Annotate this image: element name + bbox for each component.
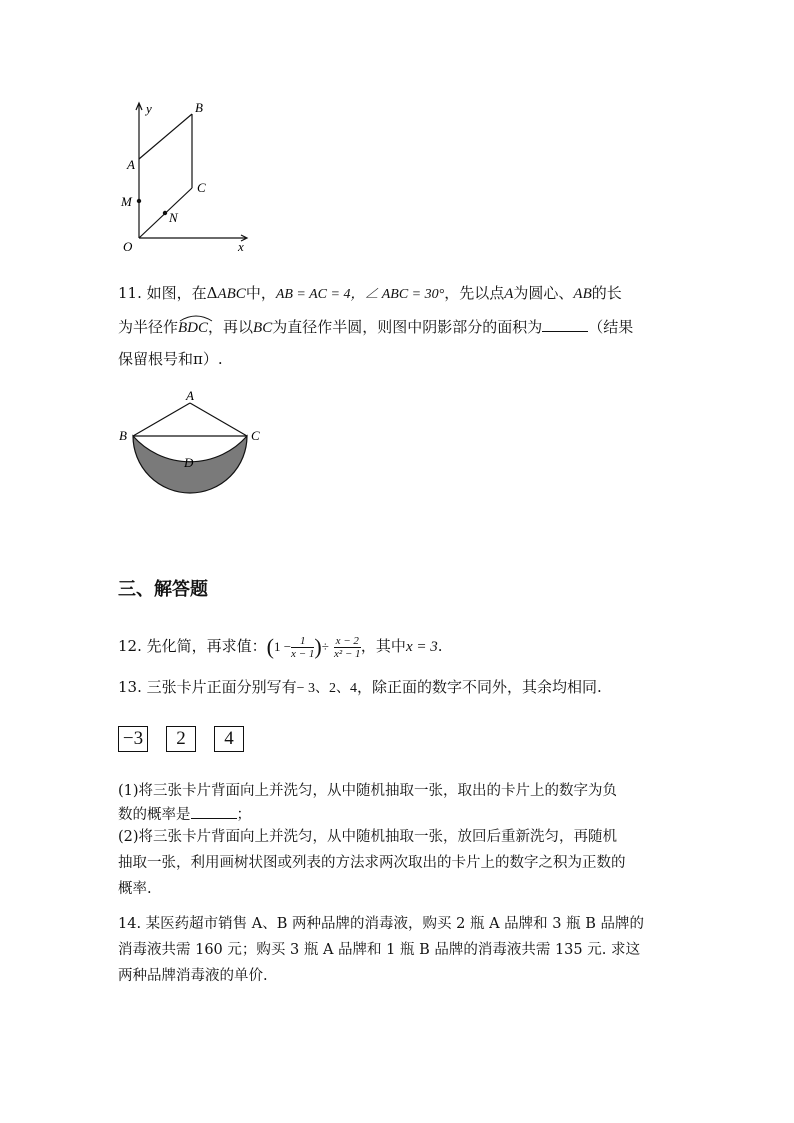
card-4: 4	[214, 726, 244, 752]
point-b-label: B	[119, 428, 127, 443]
q11-text: ABC	[217, 286, 246, 302]
point-a-label: A	[127, 157, 135, 172]
coordinate-figure	[112, 96, 262, 256]
fraction-1	[291, 635, 314, 660]
fraction-numerator: 1	[291, 635, 314, 648]
point-a-label: A	[186, 388, 194, 403]
arc-notation	[178, 318, 208, 338]
divide-sign: ÷	[321, 639, 329, 654]
section-heading: 三、解答题	[118, 579, 208, 600]
y-axis-label: y	[146, 101, 152, 116]
q11-text: 11. 如图，在	[118, 284, 207, 302]
segment-ab	[133, 403, 190, 436]
x-axis-label: x	[238, 239, 244, 254]
left-paren: (	[266, 634, 274, 659]
segment-ab	[139, 114, 192, 159]
point-m-label: M	[121, 194, 132, 209]
q14-line3: 两种品牌消毒液的单价.	[118, 968, 268, 984]
fraction-denominator: x² − 1	[333, 647, 361, 660]
q13-line	[118, 677, 602, 699]
point-m	[137, 199, 141, 203]
q11-text: Δ	[206, 284, 218, 302]
answer-blank	[542, 317, 588, 332]
q13-part2-line1: (2)将三张卡片背面向上并洗匀，从中随机抽取一张，放回后重新洗匀，再随机	[118, 829, 618, 845]
point-n-label: N	[169, 210, 178, 225]
arc-label: BDC	[178, 320, 209, 336]
point-b-label: B	[195, 100, 203, 115]
q11-condition: AB = AC = 4，∠ ABC = 30°	[275, 287, 445, 302]
fraction-numerator: x − 2	[335, 634, 359, 647]
point-c-label: C	[197, 180, 206, 195]
q12-value: x = 3	[405, 639, 438, 655]
q11-line2	[118, 317, 633, 338]
card-2: 2	[166, 726, 196, 752]
point-n	[163, 211, 167, 215]
origin-label: O	[123, 239, 133, 254]
right-paren: )	[314, 634, 322, 659]
q11-text: 为直径作半圆，则图中阴影部分的面积为	[272, 318, 543, 336]
q11-text: ，再以	[208, 318, 254, 336]
q11-text: 中，	[245, 284, 276, 302]
q13-part1-line1: (1)将三张卡片背面向上并洗匀，从中随机抽取一张，取出的卡片上的数字为负	[118, 783, 618, 799]
q11-text: ，先以点	[444, 284, 505, 302]
q13-text: 13. 三张卡片正面分别写有	[118, 678, 297, 696]
q12-text: ，其中	[360, 637, 406, 655]
q12-text: 12. 先化简，再求值：	[118, 637, 267, 655]
q11-text: （结果	[588, 318, 634, 336]
q12-text: .	[437, 637, 443, 655]
point-c-label: C	[251, 428, 260, 443]
q11-line3	[118, 349, 223, 369]
q11-text: 为半径作	[118, 318, 179, 336]
semicircle-figure	[115, 388, 275, 498]
q13-text: 数的概率是	[118, 807, 191, 823]
q11-text: AB	[573, 286, 592, 302]
q14-line1: 14. 某医药超市销售 A、B 两种品牌的消毒液，购买 2 瓶 A 品牌和 3 瓶 B 品牌的	[118, 916, 644, 932]
q11-text: 为圆心、	[513, 284, 574, 302]
fraction-denominator: x − 1	[291, 647, 315, 660]
segment-ac	[190, 403, 247, 436]
q13-part1-line2	[118, 804, 251, 825]
q11-text: 的长	[591, 284, 622, 302]
q13-part2-line3: 概率.	[118, 881, 152, 897]
q13-part2-line2: 抽取一张，利用画树状图或列表的方法求两次取出的卡片上的数字之积为正数的	[118, 855, 626, 871]
q13-text: ，除正面的数字不同外，其余均相同.	[357, 678, 602, 696]
q11-text: 保留根号和π）.	[118, 350, 223, 368]
q11-line1	[118, 283, 622, 305]
q11-text: A	[504, 286, 514, 302]
q12-line	[118, 630, 443, 662]
math-one-minus: 1 −	[273, 639, 292, 654]
q13-text: ；	[236, 807, 251, 823]
point-d-label: D	[184, 455, 194, 470]
q11-text: BC	[253, 320, 273, 336]
q14-line2: 消毒液共需 160 元；购买 3 瓶 A 品牌和 1 瓶 B 品牌的消毒液共需 135 元. 求这	[118, 942, 640, 958]
answer-blank	[191, 804, 237, 819]
card-neg3: −3	[118, 726, 148, 752]
fraction-2	[334, 635, 361, 660]
q13-numbers: − 3、2、4	[296, 681, 358, 696]
